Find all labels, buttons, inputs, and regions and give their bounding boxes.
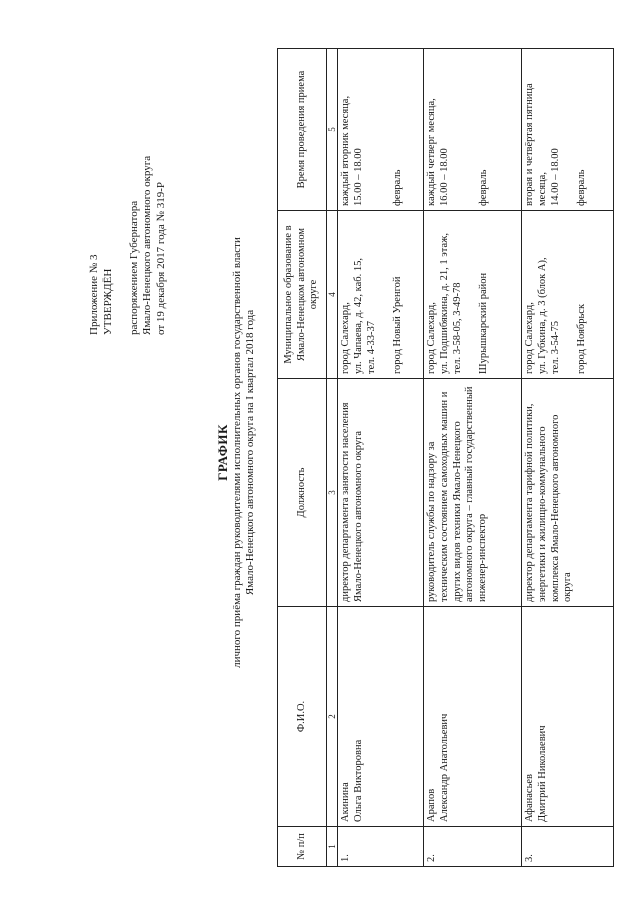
reception-hours: 15.00 – 18.00: [352, 148, 364, 206]
person-name: [424, 607, 522, 827]
time-cell: [522, 49, 614, 211]
table-header-row: [278, 49, 327, 867]
person-surname: Акинина: [340, 782, 351, 822]
column-number: 2: [327, 607, 338, 827]
location-phone: тел. 3-58-05, 3-49-78: [451, 282, 463, 374]
header-name: Ф.И.О.: [278, 607, 327, 827]
person-surname: Афанасьев: [524, 774, 535, 822]
visit-location: город Новый Уренгой: [392, 276, 404, 374]
schedule-table: [277, 48, 614, 867]
location-phone: тел. 3-54-75: [549, 321, 561, 374]
approval-block: [88, 55, 169, 335]
row-number: 1.: [338, 827, 424, 867]
person-position: руководитель службы по надзору за техническим состоянием самоходных машин и других видов техники Ямало-Ненецкого автономного округа – главный государственный инженер-инспектор: [424, 379, 522, 607]
person-position: директор департамента тарифной политики, энергетики и жилищно-коммунального комплекса Ямало-Ненецкого автономного округа: [522, 379, 614, 607]
reception-days: вторая и четвёртая пятница месяца,: [524, 83, 548, 206]
reception-days: каждый вторник месяца,: [340, 95, 351, 206]
row-number: 2.: [424, 827, 522, 867]
column-number: 5: [327, 49, 338, 211]
location-city: город Салехард,: [340, 302, 351, 374]
person-name: [522, 607, 614, 827]
visit-month: февраль: [576, 169, 588, 206]
time-cell: [338, 49, 424, 211]
column-number-row: [327, 49, 338, 867]
visit-location: город Ноябрьск: [576, 303, 588, 374]
approval-region: Ямало-Ненецкого автономного округа: [141, 155, 154, 335]
reception-days: каждый четверг месяца,: [426, 98, 437, 206]
visit-month: февраль: [477, 169, 489, 206]
header-time: Время проведения приема: [278, 49, 327, 211]
approval-order: распоряжением Губернатора: [127, 200, 140, 335]
location-city: город Салехард,: [524, 302, 535, 374]
location-address: ул. Подшибякина, д. 21, 1 этаж,: [438, 233, 450, 374]
visit-location: Шурышкарский район: [478, 272, 490, 374]
header-municipality: Муниципальное образование в Ямало-Ненецком автономном округе: [278, 211, 327, 379]
municipality-cell: [424, 211, 522, 379]
person-given-names: Дмитрий Николаевич: [536, 725, 548, 822]
reception-hours: 14.00 – 18.00: [549, 148, 561, 206]
location-address: ул. Чапаева, д. 42, каб. 15,: [352, 258, 364, 374]
column-number: 3: [327, 379, 338, 607]
header-number: № п/п: [278, 827, 327, 867]
document-title: ГРАФИК: [215, 424, 230, 481]
row-number: 3.: [522, 827, 614, 867]
table-row: [338, 49, 424, 867]
document-heading: [215, 0, 258, 905]
approval-date: от 19 декабря 2017 года № 319-Р: [155, 181, 167, 335]
person-name: [338, 607, 424, 827]
location-address: ул. Губкина, д. 3 (блок А),: [536, 257, 548, 374]
location-city: город Салехард,: [426, 302, 437, 374]
table-row: [522, 49, 614, 867]
visit-month: февраль: [391, 169, 403, 206]
person-position: директор департамента занятости населения Ямало-Ненецкого автономного округа: [338, 379, 424, 607]
reception-hours: 16.00 – 18.00: [438, 148, 450, 206]
document-subtitle-line1: личного приёма граждан руководителями исполнительных органов государственной власти: [230, 237, 243, 668]
document-subtitle-line2: Ямало-Ненецкого автономного округа на I квартал 2018 года: [244, 309, 257, 596]
table-row: [424, 49, 522, 867]
time-cell: [424, 49, 522, 211]
person-given-names: Ольга Викторовна: [352, 739, 364, 822]
column-number: 1: [327, 827, 338, 867]
column-number: 4: [327, 211, 338, 379]
person-surname: Арапов: [426, 788, 437, 822]
location-phone: тел. 4-33-37: [365, 321, 377, 374]
person-given-names: Александр Анатольевич: [438, 713, 450, 822]
appendix-number: Приложение № 3: [88, 254, 100, 335]
municipality-cell: [522, 211, 614, 379]
approved-label: УТВЕРЖДЁН: [101, 268, 114, 335]
header-position: Должность: [278, 379, 327, 607]
municipality-cell: [338, 211, 424, 379]
